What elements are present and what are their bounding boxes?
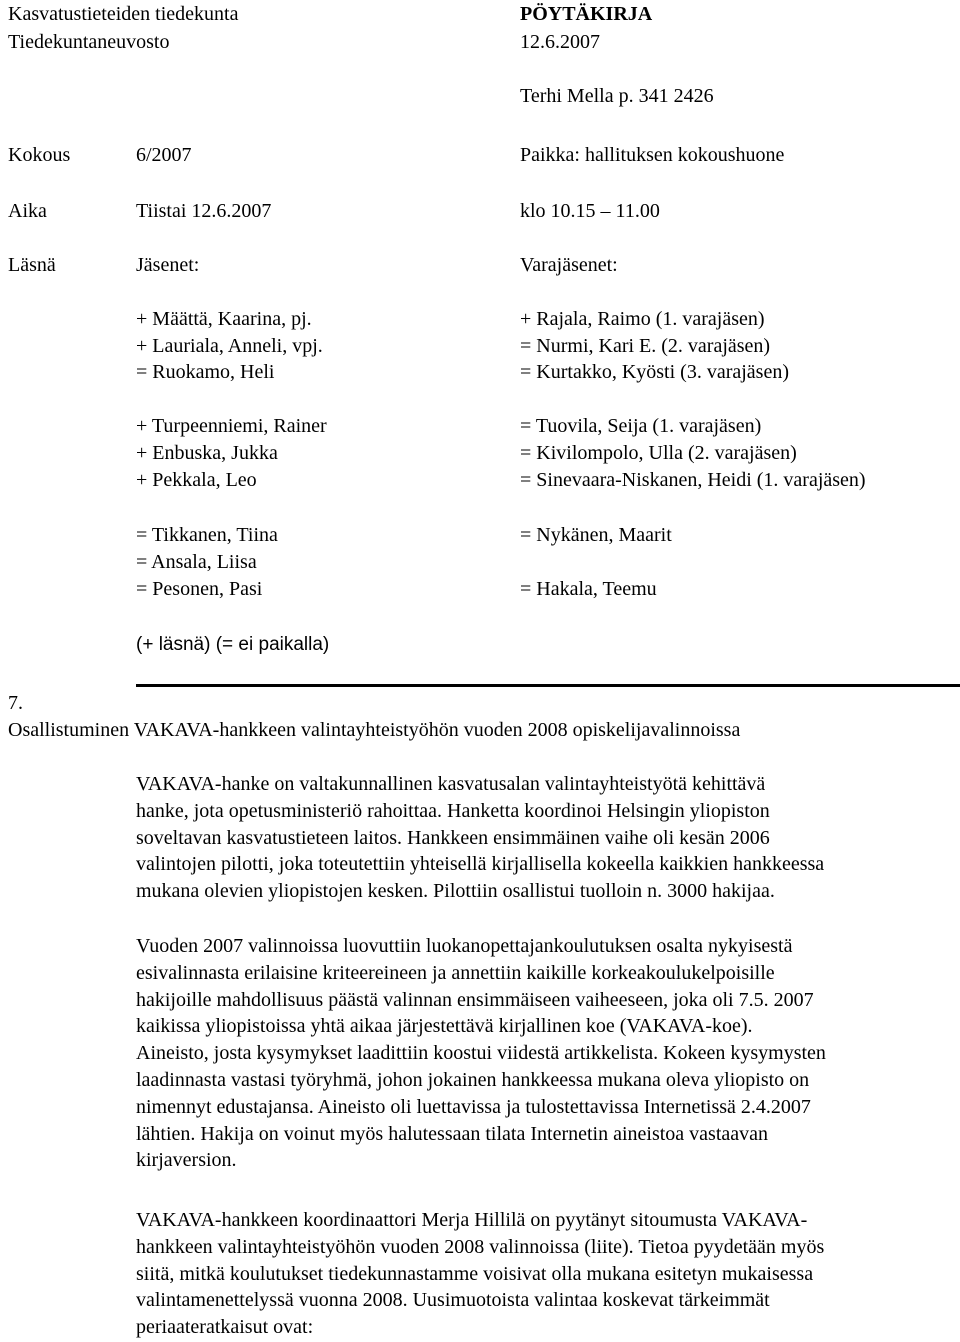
- deputy-item: = Tuovila, Seija (1. varajäsen): [520, 415, 762, 437]
- member-item: + Lauriala, Anneli, vpj.: [136, 335, 323, 357]
- paragraph-2: [136, 933, 826, 1174]
- deputy-item: = Kivilompolo, Ulla (2. varajäsen): [520, 442, 797, 464]
- paragraph-line: valintojen pilotti, joka toteutettiin yhteisellä kirjallisella kokeella kaikkien hankkeessa: [136, 853, 825, 876]
- deputy-item: = Nurmi, Kari E. (2. varajäsen): [520, 335, 771, 357]
- paragraph-line: Vuoden 2007 valinnoissa luovuttiin luokanopettajankoulutuksen osalta nykyisestä: [136, 935, 793, 957]
- deputy-item: + Rajala, Raimo (1. varajäsen): [520, 308, 765, 330]
- meeting-time: klo 10.15 – 11.00: [520, 200, 660, 222]
- paragraph-line: siitä, mitkä koulutukset tiedekunnastamme voisivat olla mukana esitetyn mukaisessa: [136, 1262, 814, 1285]
- member-item: = Tikkanen, Tiina: [136, 524, 278, 546]
- paragraph-line: Aineisto, josta kysymykset laadittiin koostui viidestä artikkelista. Kokeen kysymysten: [136, 1042, 826, 1065]
- deputies-heading: Varajäsenet:: [520, 254, 618, 276]
- paragraph-line: valintamenettelyssä vuonna 2008. Uusimuotoista valintaa koskevat tärkeimmät: [136, 1289, 770, 1312]
- deputy-item: = Kurtakko, Kyösti (3. varajäsen): [520, 361, 789, 383]
- paragraph-line: mukana olevien yliopistojen kesken. Pilottiin osallistui tuolloin n. 3000 hakijaa.: [136, 880, 775, 903]
- member-item: = Pesonen, Pasi: [136, 578, 263, 600]
- paragraph-line: hanke, jota opetusministeriö rahoittaa. Hanketta koordinoi Helsingin yliopiston: [136, 799, 770, 822]
- members-heading: Jäsenet:: [136, 254, 200, 276]
- member-item: + Määttä, Kaarina, pj.: [136, 308, 312, 330]
- faculty-name: Kasvatustieteiden tiedekunta: [8, 3, 239, 25]
- present-label: Läsnä: [8, 254, 56, 276]
- paragraph-line: soveltavan kasvatustieteen laitos. Hankkeen ensimmäinen vaihe oli kesän 2006: [136, 826, 770, 849]
- paragraph-line: kaikissa yliopistoissa yhtä aikaa järjestettävä kirjallinen koe (VAKAVA-koe).: [136, 1015, 753, 1038]
- paragraph-line: esivalinnasta erilaisine kriteereineen ja annettiin kaikille korkeakoulukelpoisille: [136, 961, 775, 984]
- contact-person: Terhi Mella p. 341 2426: [520, 85, 714, 107]
- paragraph-3: [136, 1207, 824, 1341]
- item-number: 7.: [8, 692, 23, 714]
- paragraph-1: [136, 771, 824, 905]
- deputy-item: = Nykänen, Maarit: [520, 524, 672, 546]
- council-name: Tiedekuntaneuvosto: [8, 31, 170, 53]
- paragraph-line: lähtien. Hakija on voinut myös halutessaan tilata Internetin aineistoa vastaavan: [136, 1122, 769, 1145]
- paragraph-line: hankkeen valintayhteistyöhön vuoden 2008 valinnoissa (liite). Tietoa pyydetään myös: [136, 1235, 825, 1258]
- document-type: PÖYTÄKIRJA: [520, 3, 653, 25]
- paragraph-line: kirjaversion.: [136, 1149, 237, 1172]
- paragraph-line: periaateratkaisut ovat:: [136, 1316, 314, 1339]
- meeting-label: Kokous: [8, 144, 71, 166]
- member-item: + Enbuska, Jukka: [136, 442, 278, 464]
- meeting-place: Paikka: hallituksen kokoushuone: [520, 144, 785, 166]
- paragraph-line: VAKAVA-hanke on valtakunnallinen kasvatusalan valintayhteistyötä kehittävä: [136, 773, 766, 795]
- member-item: + Pekkala, Leo: [136, 469, 257, 491]
- deputy-item: = Hakala, Teemu: [520, 578, 657, 600]
- member-item: = Ruokamo, Heli: [136, 361, 275, 383]
- deputy-item: = Sinevaara-Niskanen, Heidi (1. varajäsen): [520, 469, 866, 491]
- time-label: Aika: [8, 200, 47, 222]
- paragraph-line: nimennyt edustajansa. Aineisto oli luettavissa ja tulostettavissa Internetissä 2.4.2007: [136, 1095, 811, 1118]
- attendance-legend: (+ läsnä) (= ei paikalla): [136, 634, 330, 655]
- item-title: Osallistuminen VAKAVA-hankkeen valintayhteistyöhön vuoden 2008 opiskelijavalinnoissa: [8, 719, 741, 741]
- paragraph-line: VAKAVA-hankkeen koordinaattori Merja Hillilä on pyytänyt sitoumusta VAKAVA-: [136, 1209, 808, 1231]
- member-item: = Ansala, Liisa: [136, 551, 257, 573]
- document-date: 12.6.2007: [520, 31, 600, 53]
- paragraph-line: laadinnasta vastasi työryhmä, johon jokainen hankkeessa mukana oleva yliopisto on: [136, 1068, 810, 1091]
- meeting-number: 6/2007: [136, 144, 192, 166]
- member-item: + Turpeenniemi, Rainer: [136, 415, 327, 437]
- paragraph-line: hakijoille mahdollisuus päästä valinnan ensimmäiseen vaiheeseen, joka oli 7.5. 2007: [136, 988, 814, 1011]
- section-divider: [136, 684, 960, 687]
- meeting-date: Tiistai 12.6.2007: [136, 200, 272, 222]
